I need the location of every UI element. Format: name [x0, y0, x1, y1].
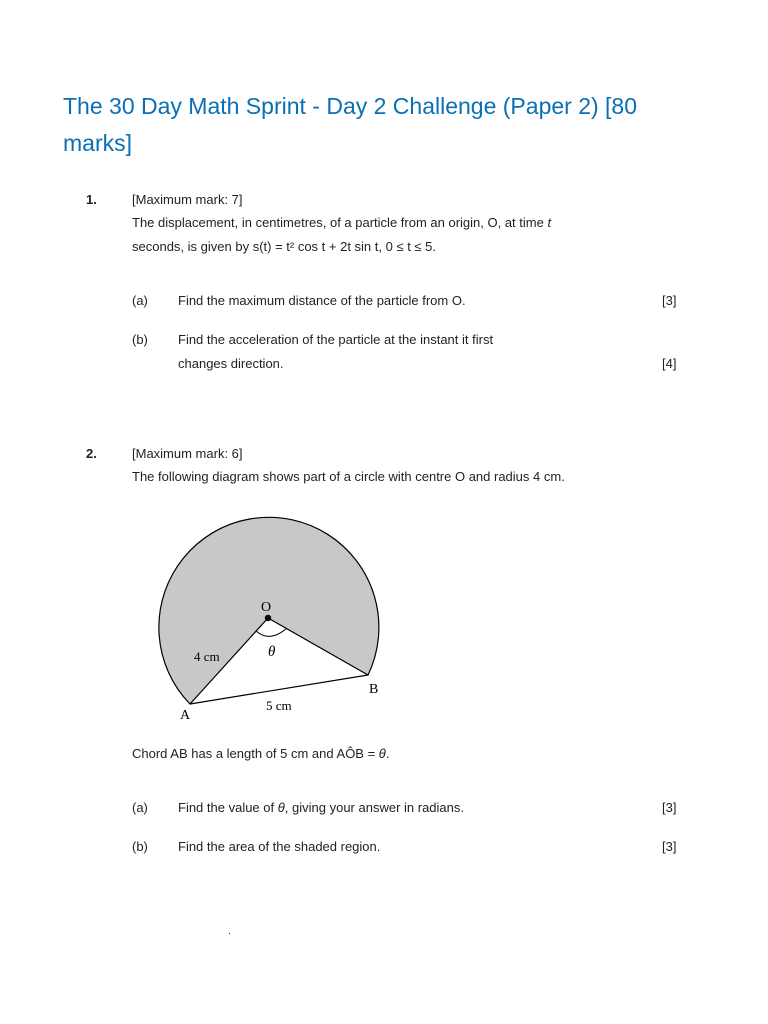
q2a-label: (a) [132, 800, 148, 815]
label-chord: 5 cm [266, 698, 292, 713]
q1-stem-text: The displacement, in centimetres, of a particle from an origin, O, at time [132, 215, 548, 230]
q1a-marks: [3] [662, 293, 677, 308]
page-title [63, 88, 703, 162]
q1b-text-line2: changes direction. [178, 356, 284, 371]
q1-stem-line1 [132, 215, 551, 231]
angle-arc [256, 628, 287, 636]
q1-stem-var: t [547, 215, 552, 230]
q1-number: 1. [86, 192, 97, 207]
q2b-text: Find the area of the shaded region. [178, 839, 381, 854]
q1b-marks: [4] [662, 356, 677, 371]
title-main: The 30 Day Math Sprint - Day 2 Challenge (Paper 2) [63, 93, 599, 119]
q2a-text [178, 800, 464, 816]
label-theta: θ [268, 644, 276, 660]
q1-stem-line2 [132, 239, 436, 255]
label-o: O [261, 600, 272, 615]
q1-formula: s(t) = t² cos t + 2t sin t, 0 ≤ t ≤ 5. [252, 239, 437, 254]
label-a: A [180, 708, 191, 723]
label-b: B [369, 682, 379, 697]
title-marks: [80 marks] [63, 93, 638, 156]
q2a-text-b: , giving your answer in radians. [284, 800, 464, 815]
centre-point [265, 615, 271, 621]
q2-intro: The following diagram shows part of a circle with centre O and radius 4 cm. [132, 469, 565, 484]
q1a-text: Find the maximum distance of the particle from O. [178, 293, 466, 308]
circle-diagram [150, 500, 400, 730]
q2-number: 2. [86, 446, 97, 461]
q1b-text-line1: Find the acceleration of the particle at the instant it first [178, 332, 494, 347]
q2a-theta: θ [277, 800, 285, 815]
q2-chord-statement [132, 746, 389, 762]
q1b-label: (b) [132, 332, 148, 347]
label-radius: 4 cm [194, 649, 220, 664]
chord-theta: θ [378, 746, 386, 761]
q1a-label: (a) [132, 293, 148, 308]
q2b-marks: [3] [662, 839, 677, 854]
q2a-text-a: Find the value of [178, 800, 278, 815]
q2b-label: (b) [132, 839, 148, 854]
q1-max-mark: [Maximum mark: 7] [132, 192, 243, 207]
q2-max-mark: [Maximum mark: 6] [132, 446, 243, 461]
q2a-marks: [3] [662, 800, 677, 815]
chord-end: . [385, 746, 390, 761]
q1-stem-text2: seconds, is given by [132, 239, 253, 254]
chord-text: Chord AB has a length of 5 cm and AÔB = [132, 746, 379, 761]
footer-dot: . [228, 926, 231, 937]
